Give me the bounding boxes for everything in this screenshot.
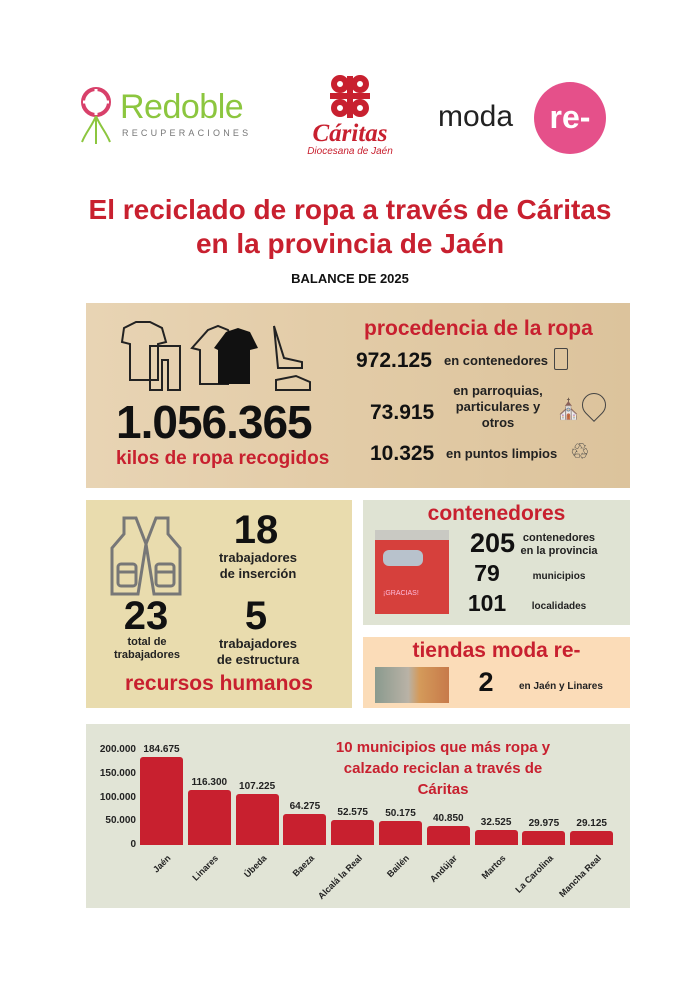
x-tick-label: Úbeda <box>241 853 269 880</box>
moda-re-logo <box>438 82 608 154</box>
re-badge <box>534 82 606 154</box>
shop-photo <box>375 667 449 703</box>
redoble-sub: RECUPERACIONES <box>122 128 252 138</box>
church-icon: ⛪ <box>556 399 581 421</box>
y-tick-label: 0 <box>130 839 136 850</box>
estructura-value: 5 <box>244 594 268 638</box>
caritas-name: Cáritas <box>312 120 388 147</box>
contenedores-label-2: localidades <box>531 601 587 612</box>
caritas-logo <box>292 72 408 162</box>
caritas-cross-icon <box>326 72 374 122</box>
recycle-icon: ♲ <box>570 439 590 464</box>
kilos-panel <box>86 303 630 488</box>
bar-Linares <box>188 790 231 845</box>
bar-Bailén <box>379 821 422 845</box>
origin-label-clean-points: en puntos limpios <box>446 446 558 461</box>
bar-Úbeda <box>236 794 279 845</box>
kilos-total-label: kilos de ropa recogidos <box>116 448 330 469</box>
estructura-label: trabajadores de estructura <box>216 636 300 667</box>
insercion-value: 18 <box>233 508 279 552</box>
clothes-icon <box>116 318 316 393</box>
insercion-label: trabajadores de inserción <box>218 550 298 581</box>
value-label: 40.850 <box>433 812 464 824</box>
x-tick-label: Baeza <box>290 853 316 879</box>
tiendas-panel <box>363 637 630 708</box>
value-label: 52.575 <box>337 807 368 819</box>
x-tick-label: Bailén <box>385 853 412 880</box>
origin-label-containers: en contenedores <box>444 353 549 368</box>
re-badge-text: re- <box>549 99 591 135</box>
title-line-1: El reciclado de ropa a través de Cáritas <box>88 194 612 225</box>
contenedores-label-0: contenedores en la provincia <box>520 532 598 557</box>
rrhh-title: recursos humanos <box>125 672 313 695</box>
total-workers-value: 23 <box>123 594 169 638</box>
origin-value-parishes: 73.915 <box>370 401 435 424</box>
x-tick-label: Jaén <box>150 853 173 875</box>
value-label: 50.175 <box>385 808 416 820</box>
value-label: 32.525 <box>480 816 512 828</box>
tiendas-label: en Jaén y Linares <box>519 681 603 692</box>
bar-Jaén <box>140 757 183 845</box>
origin-title: procedencia de la ropa <box>364 317 593 340</box>
bar-Martos <box>475 830 518 845</box>
title-line-2: en la provincia de Jaén <box>195 228 505 259</box>
bar-Andújar <box>427 826 470 845</box>
container-photo-text: ¡GRACIAS! <box>383 590 419 597</box>
total-workers-label: total de trabajadores <box>113 636 181 661</box>
value-label: 184.675 <box>143 744 180 756</box>
subtitle: BALANCE DE 2025 <box>291 271 409 286</box>
contenedores-value-2: 101 <box>467 590 507 616</box>
vest-icon <box>110 514 182 596</box>
x-tick-label: Mancha Real <box>556 853 603 899</box>
redoble-flower-icon <box>78 86 114 146</box>
bar-La Carolina <box>522 831 565 845</box>
location-shop-icon <box>577 388 611 422</box>
contenedores-value-0: 205 <box>469 528 515 558</box>
contenedores-value-1: 79 <box>474 560 500 586</box>
contenedores-label-1: municipios <box>532 571 586 582</box>
x-tick-label: La Carolina <box>513 853 555 895</box>
tiendas-title: tiendas moda re- <box>412 639 581 662</box>
y-tick-label: 50.000 <box>105 815 136 827</box>
container-photo <box>375 530 449 614</box>
value-label: 116.300 <box>191 776 228 788</box>
value-label: 107.225 <box>239 781 276 793</box>
tiendas-value: 2 <box>478 667 494 697</box>
redoble-logo <box>78 86 268 146</box>
bar-Mancha Real <box>570 831 613 845</box>
kilos-total: 1.056.365 <box>116 396 312 448</box>
caritas-sub: Diocesana de Jaén <box>307 146 393 157</box>
value-label: 64.275 <box>289 801 321 813</box>
redoble-name: Redoble <box>120 88 244 126</box>
contenedores-title: contenedores <box>427 502 566 525</box>
y-tick-label: 200.000 <box>99 744 136 755</box>
y-tick-label: 100.000 <box>99 791 136 803</box>
origin-value-containers: 972.125 <box>356 349 432 372</box>
x-tick-label: Martos <box>479 853 508 881</box>
rrhh-panel <box>86 500 352 708</box>
container-icon <box>554 348 568 370</box>
contenedores-panel <box>363 500 630 625</box>
x-tick-label: Linares <box>190 853 221 883</box>
chart-title: 10 municipios que más ropa y calzado reciclan a través de Cáritas <box>335 739 551 798</box>
bar-Alcalá la Real <box>331 820 374 845</box>
moda-text: moda <box>438 100 514 133</box>
y-tick-label: 150.000 <box>99 767 136 779</box>
x-tick-label: Andújar <box>428 853 460 885</box>
origin-value-clean-points: 10.325 <box>370 442 435 465</box>
value-label: 29.125 <box>576 818 607 830</box>
x-tick-label: Alcalá la Real <box>315 853 364 902</box>
bar-Baeza <box>283 814 326 845</box>
origin-label-parishes: en parroquias, particulares y otros <box>453 383 543 430</box>
value-label: 29.975 <box>528 817 560 829</box>
